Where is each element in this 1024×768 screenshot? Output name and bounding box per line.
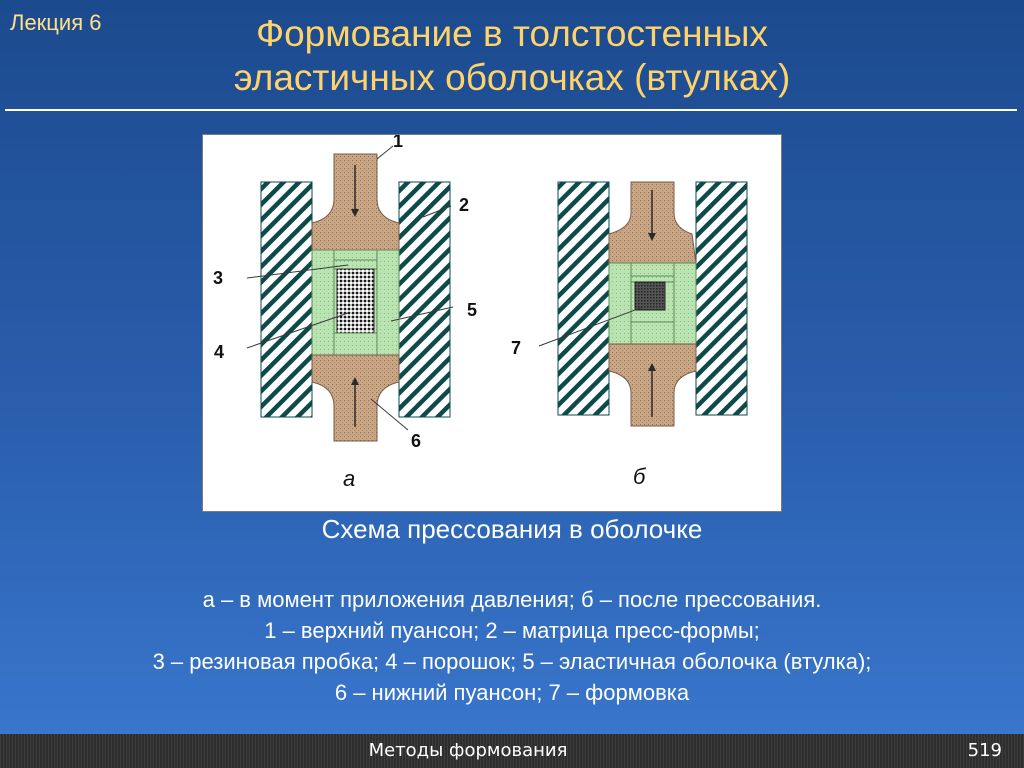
lecture-label: Лекция 6 [10,10,102,35]
matrix-left-wall-b [558,182,609,415]
slide-title-line-1: Формование в толстостенных [255,13,769,54]
scheme-a [247,146,453,441]
pressing-scheme-figure [202,134,782,512]
matrix-right-wall-b [696,182,747,415]
legend-line-2: 1 – верхний пуансон; 2 – матрица пресс-формы; [264,618,760,643]
label-1: 1 [393,135,404,151]
slide-footer [0,734,1024,768]
label-3: 3 [213,268,224,288]
sublabel-b: б [633,464,646,489]
sublabel-a: а [343,466,356,491]
page-number: 519 [967,740,1002,761]
rubber-plug-top-a [334,260,377,269]
legend-line-1: а – в момент приложения давления; б – после прессования. [202,587,822,612]
label-7: 7 [511,338,522,358]
matrix-right-wall-a [399,182,450,417]
legend-line-4: 6 – нижний пуансон; 7 – формовка [334,680,690,705]
figure-legend [0,584,1024,708]
label-2: 2 [459,195,470,215]
footer-title: Методы формования [368,740,568,761]
matrix-left-wall-a [261,182,312,417]
pressing-scheme-diagram [203,135,783,513]
title-divider [5,109,1017,111]
label-5: 5 [467,300,478,320]
label-4: 4 [214,342,225,362]
figure-caption: Схема прессования в оболочке [321,514,703,544]
rubber-plug-bottom-a [334,333,377,355]
slide-title-line-2: эластичных оболочках (втулках) [233,57,791,98]
powder-a [337,269,374,333]
legend-line-3: 3 – резиновая пробка; 4 – порошок; 5 – эластичная оболочка (втулка); [152,649,872,674]
scheme-b [539,182,747,426]
compact-b [635,282,665,310]
label-6: 6 [411,431,422,451]
slide-title [0,12,1024,100]
